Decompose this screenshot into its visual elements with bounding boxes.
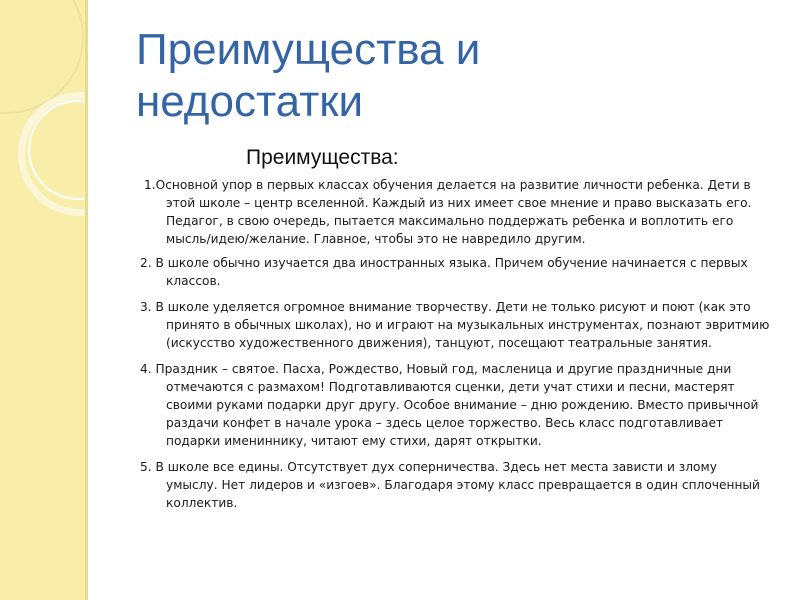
advantages-list: [140, 176, 770, 520]
decorative-side-band: [0, 0, 88, 600]
title-line-1: Преимущества и: [136, 25, 481, 74]
title-line-2: недостатки: [136, 77, 364, 126]
list-item: 1.Основной упор в первых классах обучения делается на развитие личности ребенка. Дети в этой школе – центр вселенной. Каждый из них имеет свое мнение и право высказать его. Педагог, в свою очередь, пытается максимально поддержать ребенка и воплотить его мысль/идею/желание. Главное, чтобы это не навредило другим.: [144, 178, 752, 246]
slide-title: [136, 24, 756, 128]
list-item: 4. Праздник – святое. Пасха, Рождество, Новый год, масленица и другие праздничные дни отмечаются с размахом! Подготавливаются сценки, дети учат стихи и песни, мастерят своими руками подарки друг другу. Особое внимание – дню рождению. Вместо привычной раздачи конфет в начале урока – здесь целое торжество. Весь класс подготавливает подарки имениннику, читают ему стихи, дарят открытки.: [140, 362, 759, 448]
list-item: 3. В школе уделяется огромное внимание творчеству. Дети не только рисуют и поют (как это принято в обычных школах), но и играют на музыкальных инструментах, познают эвритмию (искусство художественного движения), танцуют, посещают театральные занятия.: [140, 300, 770, 350]
list-item: 5. В школе все едины. Отсутствует дух соперничества. Здесь нет места зависти и злому умыслу. Нет лидеров и «изгоев». Благодаря этому класс превращается в один сплоченный коллектив.: [140, 460, 760, 510]
slide-subtitle: Преимущества:: [246, 146, 399, 169]
list-item: 2. В школе обычно изучается два иностранных языка. Причем обучение начинается с первых классов.: [140, 256, 748, 288]
band-edge: [85, 0, 88, 600]
